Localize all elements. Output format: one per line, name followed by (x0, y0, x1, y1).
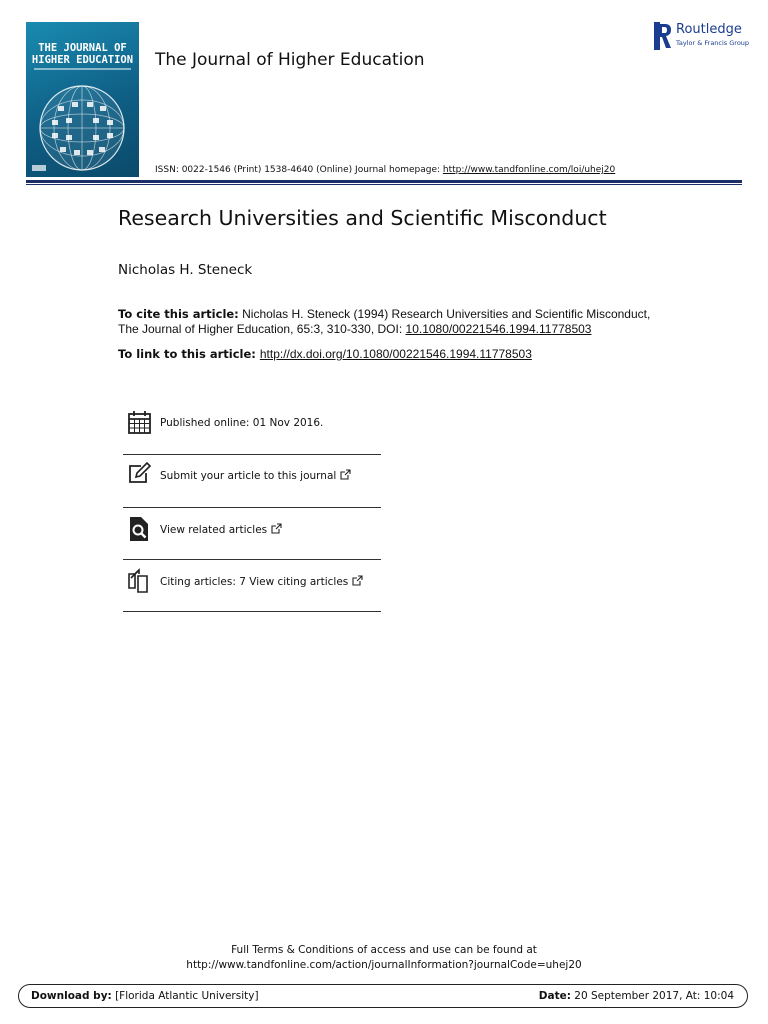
view-citing-articles-link[interactable]: Citing articles: 7 View citing articles (160, 576, 349, 588)
article-doi-link[interactable]: http://dx.doi.org/10.1080/00221546.1994.11778503 (259, 347, 532, 361)
download-info-bar (18, 984, 748, 1008)
date-label: Date: (538, 990, 571, 1002)
info-item-related[interactable] (123, 516, 381, 556)
cite-text: Nicholas H. Steneck (1994) Research Universities and Scientific Misconduct, The Journal of Higher Education, 65:3, 310-330, DOI: (118, 307, 651, 336)
journal-homepage-link[interactable]: http://www.tandfonline.com/loi/uhej20 (442, 165, 616, 175)
issn-text: ISSN: 0022-1546 (Print) 1538-4640 (Online) Journal homepage: (155, 165, 443, 175)
citing-icon (127, 568, 153, 594)
cover-publisher-logo (32, 165, 46, 171)
download-institution: [Florida Atlantic University] (111, 990, 259, 1002)
issn-line (155, 165, 615, 175)
info-item-submit[interactable] (123, 462, 381, 502)
cite-label: To cite this article: (118, 307, 239, 321)
external-link-icon (340, 469, 351, 480)
terms-url-link[interactable]: http://www.tandfonline.com/action/journalInformation?journalCode=uhej20 (186, 959, 582, 971)
publisher-subtitle: Taylor & Francis Group (676, 39, 750, 47)
download-by (31, 990, 259, 1002)
cover-title: THE JOURNAL OF HIGHER EDUCATION (31, 42, 134, 66)
search-document-icon (127, 516, 153, 542)
terms-notice (0, 943, 768, 973)
header-rule (26, 180, 742, 183)
citation-block (118, 307, 658, 337)
submit-article-link[interactable]: Submit your article to this journal (160, 470, 337, 482)
info-item-citing[interactable] (123, 568, 381, 608)
journal-title: The Journal of Higher Education (155, 50, 425, 70)
calendar-icon (127, 410, 153, 436)
info-divider (123, 507, 381, 508)
external-link-icon (271, 523, 282, 534)
publisher-logo[interactable] (654, 22, 750, 52)
journal-cover-image (26, 22, 139, 177)
globe-graphic (34, 80, 131, 172)
edit-icon (127, 462, 153, 488)
date-value: 20 September 2017, At: 10:04 (570, 990, 734, 1002)
article-title: Research Universities and Scientific Misconduct (118, 206, 607, 230)
header-rule-thin (26, 184, 742, 185)
cover-subtitle-bar (34, 68, 131, 70)
published-date-text: Published online: 01 Nov 2016. (160, 417, 324, 429)
publisher-name: Routledge (676, 22, 742, 37)
download-label: Download by: (31, 990, 112, 1002)
info-item-published (123, 410, 381, 450)
routledge-r-icon (654, 22, 672, 50)
article-author: Nicholas H. Steneck (118, 262, 253, 278)
info-divider (123, 454, 381, 455)
article-link-line (118, 347, 532, 361)
cite-doi-link[interactable]: 10.1080/00221546.1994.11778503 (405, 322, 592, 336)
view-related-articles-link[interactable]: View related articles (160, 524, 268, 536)
info-divider (123, 559, 381, 560)
external-link-icon (352, 575, 363, 586)
info-divider (123, 611, 381, 612)
terms-line: Full Terms & Conditions of access and use can be found at (231, 944, 537, 956)
link-label: To link to this article: (118, 347, 260, 361)
download-date (539, 990, 734, 1002)
